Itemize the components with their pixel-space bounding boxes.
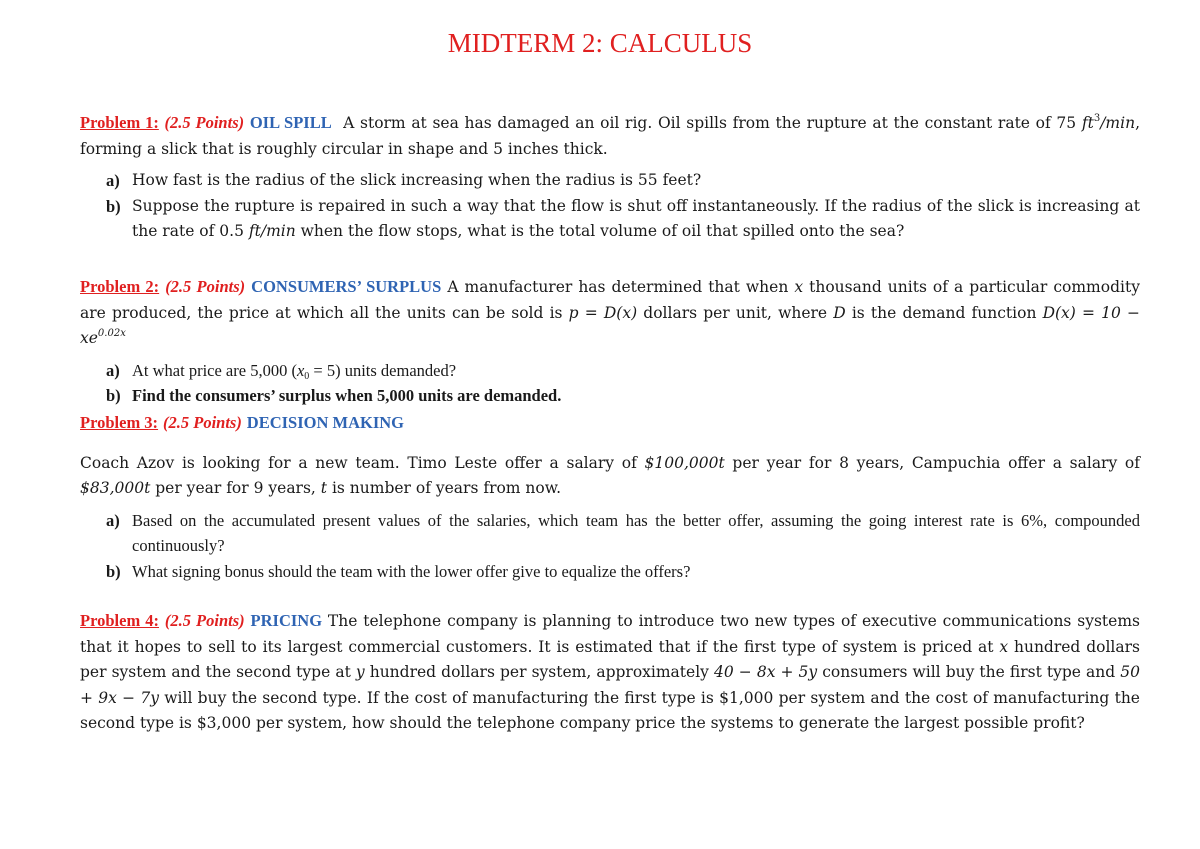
problem-4-topic: PRICING xyxy=(250,611,323,630)
math-unit: ft xyxy=(1081,114,1094,132)
math-expression: $83,000t xyxy=(80,479,151,497)
math-unit: /min xyxy=(1100,114,1136,132)
problem-4 xyxy=(80,608,1140,737)
math-exponent: 3 xyxy=(1093,113,1101,124)
question-item xyxy=(80,559,1140,585)
problem-3-statement xyxy=(80,451,1140,502)
problem-4-label: Problem 4: xyxy=(80,611,159,630)
question-marker: a) xyxy=(106,360,120,380)
math-unit: ft/min xyxy=(248,222,296,240)
problem-1-intro-text: A storm at sea has damaged an oil rig. Oil spills from the rupture at the constant rate of 75 xyxy=(343,114,1082,132)
math-variable: x xyxy=(794,278,804,296)
problem-2-questions xyxy=(80,358,1140,409)
problem-3-text: Coach Azov is looking for a new team. Timo Leste offer a salary of xyxy=(80,453,645,472)
problem-2-intro-text: A manufacturer has determined that when xyxy=(447,278,795,296)
question-text: What signing bonus should the team with the lower offer give to equalize the offers? xyxy=(132,561,691,581)
math-variable: x xyxy=(296,360,305,380)
question-item xyxy=(80,508,1140,559)
question-text: Suppose the rupture is repaired in such a way that the flow is shut off instantaneously. If the radius of the slick is increasing at the rate of 0.5 xyxy=(132,196,1140,240)
problem-2-intro-text: is the demand function xyxy=(845,303,1043,322)
problem-2-statement xyxy=(80,274,1140,352)
problem-3-questions xyxy=(80,508,1140,585)
math-variable: D xyxy=(833,303,846,322)
question-item xyxy=(80,194,1140,245)
problem-1-questions xyxy=(80,168,1140,245)
problem-1-topic: OIL SPILL xyxy=(249,113,332,132)
question-text: Find the consumers’ surplus when 5,000 units are demanded. xyxy=(132,386,562,405)
problem-3-heading xyxy=(80,410,1140,437)
problem-2-intro-text: thousand units of a particular commodity are produced, the price at which all the units can be sold is xyxy=(80,278,1140,322)
question-text: At what price are 5,000 ( xyxy=(132,360,297,380)
problem-4-text: hundred dollars per system, approximately xyxy=(364,663,714,681)
math-expression: $100,000t xyxy=(644,453,725,472)
math-variable: t xyxy=(320,479,328,497)
question-marker: a) xyxy=(106,510,120,530)
problem-1 xyxy=(80,110,1140,245)
question-text: How fast is the radius of the slick increasing when the radius is 55 feet? xyxy=(132,171,702,189)
question-item xyxy=(80,383,1140,409)
problem-1-label: Problem 1: xyxy=(80,113,159,132)
problem-1-intro-text: , forming a slick that is roughly circular in shape and 5 inches thick. xyxy=(80,114,1140,158)
problem-4-statement xyxy=(80,608,1140,737)
math-exponent: 0.02x xyxy=(97,328,126,339)
problem-2 xyxy=(80,274,1140,409)
question-marker: b) xyxy=(106,386,121,405)
question-item xyxy=(80,358,1140,384)
problem-1-statement xyxy=(80,110,1140,162)
question-text: Based on the accumulated present values of the salaries, which team has the better offer, assuming the going interest rate is 6%, compounded continuously? xyxy=(132,510,1140,555)
question-marker: b) xyxy=(106,561,121,581)
problem-4-text: consumers will buy the first type and xyxy=(817,663,1121,681)
problem-1-points: (2.5 Points) xyxy=(164,113,245,132)
problem-3-text: per year for 9 years, xyxy=(150,479,321,497)
math-expression: 50 + 9x − 7y xyxy=(80,663,1140,707)
problem-3-text: is number of years from now. xyxy=(327,479,562,497)
problem-4-text: will buy the second type. If the cost of manufacturing the first type is $1,000 per system and the cost of manufacturing the second type is $3,000 per system, how should the telephone company price the systems to generate the largest possible profit? xyxy=(80,688,1140,732)
math-expression: 40 − 8x + 5y xyxy=(713,663,818,681)
problem-2-topic: CONSUMERS’ SURPLUS xyxy=(251,277,442,296)
question-text: when the flow stops, what is the total volume of oil that spilled onto the sea? xyxy=(295,222,905,240)
problem-3-label: Problem 3: xyxy=(80,413,159,432)
page-title: MIDTERM 2: CALCULUS xyxy=(447,28,753,58)
math-variable: y xyxy=(355,663,365,681)
problem-3-topic: DECISION MAKING xyxy=(246,413,405,432)
question-text: = 5) units demanded? xyxy=(309,360,457,380)
math-expression: p = D(x) xyxy=(568,303,638,322)
problem-2-label: Problem 2: xyxy=(80,277,160,296)
problem-3-points: (2.5 Points) xyxy=(163,413,242,432)
math-expression: D(x) = 10 − xe xyxy=(80,303,1140,347)
problem-2-points: (2.5 Points) xyxy=(165,277,246,296)
problem-3-text: per year for 8 years, Campuchia offer a salary of xyxy=(724,453,1140,472)
problem-4-points: (2.5 Points) xyxy=(164,611,245,630)
question-item xyxy=(80,168,1140,194)
question-marker: b) xyxy=(106,196,121,216)
question-marker: a) xyxy=(106,171,120,190)
math-variable: x xyxy=(999,637,1009,656)
problem-2-intro-text: dollars per unit, where xyxy=(637,303,834,322)
problem-3 xyxy=(80,410,1140,584)
problem-4-text: The telephone company is planning to introduce two new types of executive communications systems that it hopes to sell to its largest commercial customers. It is estimated that if the first type of system is priced at xyxy=(80,612,1140,656)
math-subscript: 0 xyxy=(304,370,310,382)
problem-4-text: hundred dollars per system and the second type at xyxy=(80,637,1140,681)
